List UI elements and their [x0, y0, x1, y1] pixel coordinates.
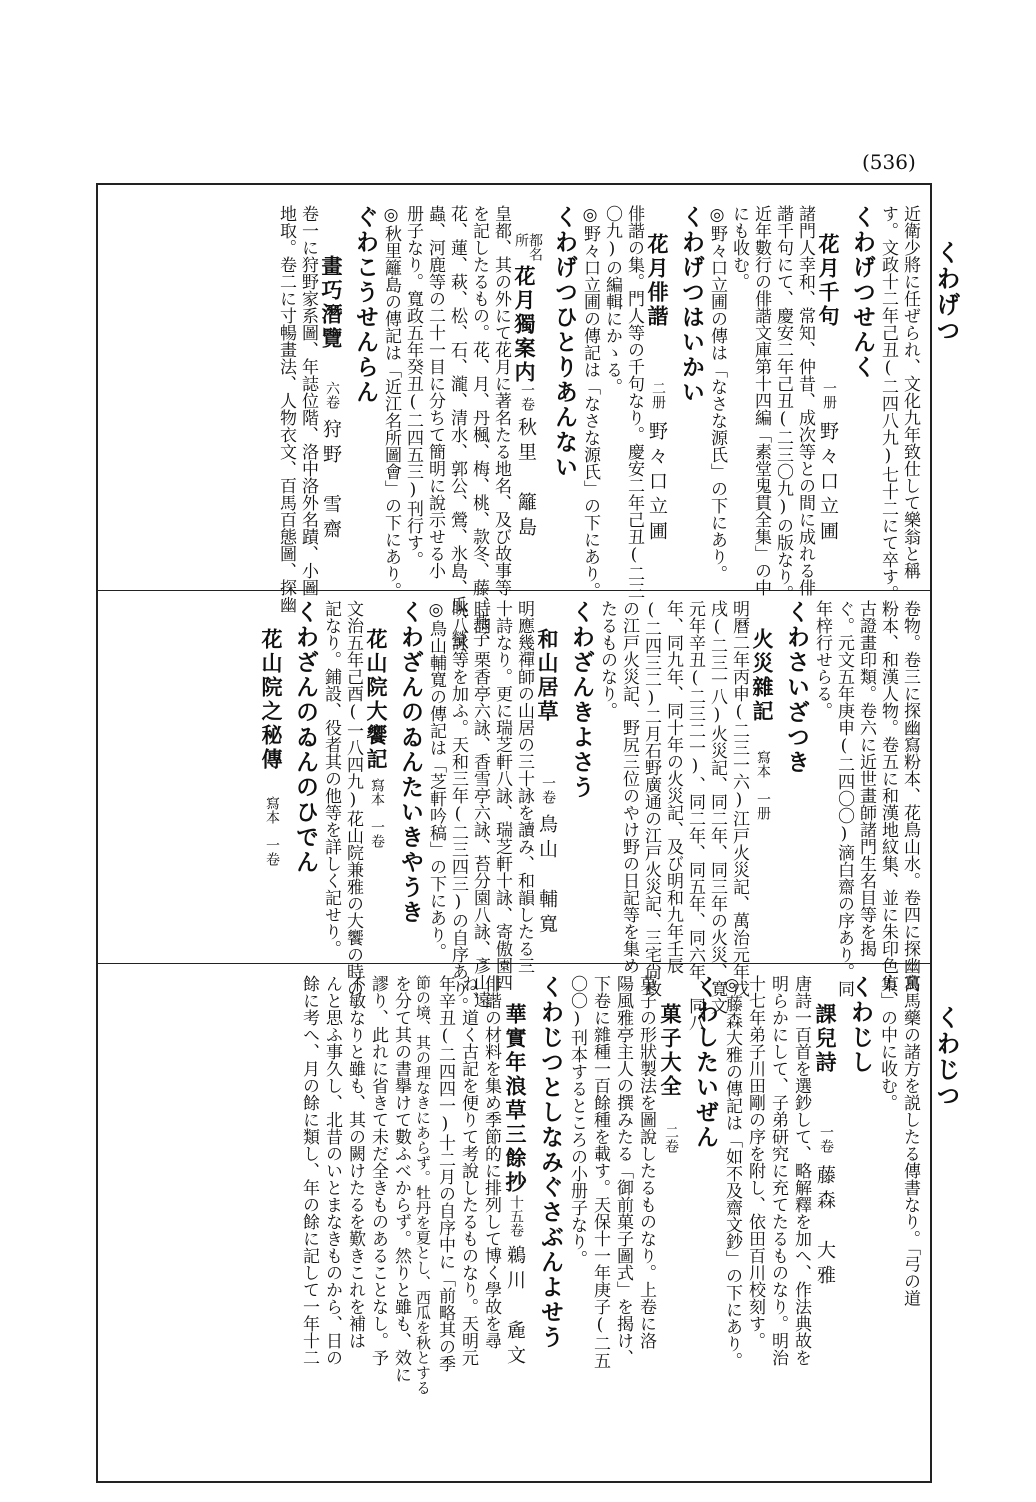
- text-line: 花、蓮、萩、松、石、瀧、清水、郭公、鶯、氷島、瓜、螢、: [447, 205, 467, 664]
- volume-count: 二册: [650, 381, 666, 409]
- volume-count: 十五卷: [508, 1195, 524, 1237]
- section-divider-2: [96, 963, 930, 964]
- text-line: 諧千句にて、慶安二年己丑(二三〇九)の版なり。: [773, 205, 793, 602]
- volume-count: 一卷: [818, 1125, 834, 1153]
- entry-heading: くわじし: [847, 975, 874, 1075]
- entry-title: 華實年浪草三餘抄: [503, 1003, 528, 1195]
- text-line: ね、道く古記を便りて考說したるものなり。天明元: [458, 975, 478, 1366]
- entry-title-line: [366, 600, 390, 955]
- entry-title: 花山院之秘傳: [259, 628, 284, 772]
- text-line: 明應幾禪師の山居の三十詠を讀み、和韻したる三: [514, 600, 534, 974]
- text-line: たるものなり。: [597, 600, 617, 719]
- entry-heading: くわしたいぜん: [692, 975, 719, 1150]
- text-line: を記したるもの。花、月、丹楓、梅、桃、款冬、藤、燕子: [469, 205, 489, 647]
- entry-title-line: [514, 205, 544, 585]
- text-line: ◎野々口立圃の傳記は「なさな源氏」の下にあり。: [580, 205, 600, 599]
- text-line: 俳諧の集。門人等の千句なり。慶安二年己丑(二三: [624, 205, 644, 599]
- volume-count: 寫本 一卷: [264, 796, 280, 866]
- text-line: 蟲、河鹿等の二十一目に分ちて簡明に說示せる小: [425, 205, 445, 579]
- author: 秋里 籬島: [515, 417, 537, 542]
- title-prefix: 都名: [527, 233, 543, 261]
- text-line: 卷一に狩野家系圖、年誌位階、洛中洛外名蹟、小圖: [298, 205, 318, 596]
- text-line: 謬り、此れに省きて未だ全きものあることなし。予: [368, 975, 388, 1366]
- text-line: 年、同九年、同十年の火災記、及び明和九年壬辰: [663, 600, 683, 974]
- volume-count: 寫本 一卷: [369, 778, 385, 848]
- entry-title-line: [537, 600, 561, 955]
- text-line: 册子なり。寬政五年癸丑(二四五三)刊行す。: [403, 205, 423, 568]
- text-line: ◎秋里籬島の傳記は「近江名所圖會」の下にあり。: [381, 205, 401, 599]
- entry-title: 火災雜記: [750, 628, 775, 724]
- author: 鳥山 輔寬: [536, 814, 558, 939]
- entry-title-line: [261, 600, 285, 955]
- text-line: 不敏なりと雖も、其の闕けたるを歎きこれを補は: [345, 975, 365, 1349]
- text-line: す。文政十二年己丑(二四八九)七十二にて卒す。: [878, 205, 898, 602]
- text-line: 〇九)の編輯にかゝる。: [602, 205, 622, 395]
- text-line: 粉本、和漢人物。卷五に和漢地紋集、並に朱印色方、: [878, 600, 898, 1008]
- text-line: ◎藤森大雅の傳記は「如不及齋文鈔」の下にあり。: [722, 975, 742, 1369]
- volume-count: 寫本 一册: [755, 750, 771, 820]
- section-3: [300, 975, 918, 1470]
- entry-title: 花月千句: [816, 233, 841, 329]
- entry-title: 和山居草: [535, 628, 560, 724]
- author: 野々口立圃: [817, 421, 839, 546]
- text-line: 年梓行せらる。: [812, 600, 832, 719]
- top-divider-left: [96, 183, 97, 1479]
- text-line: にも收む。: [729, 205, 749, 290]
- entry-title: 畫巧潛覽: [319, 255, 344, 351]
- text-line: 卷物。卷三に探幽寫粉本、花鳥山水。卷四に探幽寫: [900, 600, 920, 991]
- text-line: 〇〇)刊本するところの小册子なり。: [567, 975, 587, 1267]
- text-line: ぐ。元文五年庚申(二四〇〇)滴白齋の序あり。同: [834, 600, 854, 997]
- text-line: 諸門人幸和、常知、仲昔、成次等との間に成れる俳: [795, 205, 815, 596]
- text-line: 地取。卷二に寸暢畫法、人物衣文、百馬百態圖、探幽: [276, 205, 296, 613]
- text-line: 眺八詠等を加ふ。天和三年(二三四三)の自序あり。: [448, 600, 468, 1014]
- entry-title: 花月俳諧: [645, 233, 670, 329]
- text-line: 俳諧の材料を集め季節的に排列して博く學故を尋: [481, 975, 501, 1349]
- entry-title: 花山院大饗記: [364, 628, 389, 772]
- text-line: 下卷に雜種一百餘種を載す。天保十一年庚子(二五: [590, 975, 610, 1369]
- text-line: 古證畫印類。卷六に近世畫師諸門生名目等を揭: [856, 600, 876, 957]
- entry-title-line: [752, 600, 776, 955]
- entry-title-line: [660, 975, 684, 1470]
- entry-title-line: [815, 975, 839, 1470]
- entry-heading: くわざんのゐんたいきやうき: [397, 600, 424, 925]
- entry-title-line: [818, 205, 842, 585]
- text-line: 時詞、栗香亭六詠、香雪亭六詠、苔分園八詠、彥山遠: [470, 600, 490, 1008]
- page-number: (536): [862, 150, 916, 174]
- author: 野々口立圃: [646, 421, 668, 546]
- entry-heading: くわじつとしなみぐさぶんよせう: [537, 975, 564, 1350]
- text-line: 記なり。鋪設、役者其の他等を詳しく記せり。: [321, 600, 341, 957]
- text-line: 陽風雅亭主人の撰みたる「御前菓子圖式」を揭け、: [613, 975, 633, 1366]
- entry-heading: くわざんきよさう: [568, 600, 595, 800]
- text-line: 集」の中に收む。: [877, 975, 897, 1111]
- text-line: 明曆二年丙申(二三一六)江戸火災記、萬治元年戊: [729, 600, 749, 997]
- entry-title-line: [505, 975, 529, 1470]
- text-line: 十七年弟子川田剛の序を附し、依田百川校刻す。: [745, 975, 765, 1349]
- text-line: 近年數行の俳諧文庫第十四編「素堂鬼貫全集」の中: [751, 205, 771, 596]
- text-line: ◎野々口立圃の傳は「なさな源氏」の下にあり。: [707, 205, 727, 582]
- volume-count: 一册: [821, 381, 837, 409]
- entry-title: 菓子大全: [658, 1003, 683, 1099]
- text-line: の江戸火災記、野尻三位のやけ野の日記等を集め: [619, 600, 639, 974]
- title-prefix: 所: [513, 233, 529, 247]
- author: 藤森 大雅: [814, 1165, 836, 1290]
- text-line: ◎鳥山輔寬の傳記は「芝軒吟稿」の下にあり。: [426, 600, 446, 960]
- text-line: (二四三二)二月石野廣通の江戸火災記、三宅尙政: [641, 600, 661, 997]
- entry-title-line: [321, 205, 345, 585]
- volume-count: 一卷: [540, 776, 556, 804]
- entry-heading: くわざんのゐんのひでん: [292, 600, 319, 875]
- text-line: 十詩なり。更に瑞芝軒八詠、瑞芝軒十詠、寄傲園四: [492, 600, 512, 991]
- entry-heading: くわげつひとりあんない: [551, 205, 578, 480]
- running-head-left: くわじつ: [932, 1005, 961, 1109]
- volume-count: 二卷: [663, 1125, 679, 1153]
- text-line: 戌(二三一八)火災記、同二年、同三年の火災、寬文: [707, 600, 727, 1014]
- text-line: 元年辛丑(二三二一)、同二年、同五年、同六年、同八: [685, 600, 705, 1031]
- text-line: んと思ふ事久し、北昔のいとまなきものから、日の: [322, 975, 342, 1366]
- text-line: 節の境、其の理なきにあらず。牡丹を夏とし、西瓜を秋とする: [414, 975, 432, 1395]
- text-line: 近衛少將に任ぜられ、文化九年致仕して樂翁と稱: [900, 205, 920, 579]
- entry-heading: くわげつはいかい: [678, 205, 705, 405]
- text-line: 年辛丑(二四四一)十二月の自序中に「前略其の季: [435, 975, 455, 1372]
- entry-heading: ぐわこうせんらん: [352, 205, 379, 405]
- entry-title: 花月獨案内: [512, 265, 537, 385]
- entry-title-line: [647, 205, 671, 585]
- entry-title: 課兒詩: [813, 1003, 838, 1075]
- text-line: 菓子の形狀製法を圖說したるものなり。上卷に洛: [636, 975, 656, 1349]
- text-line: を分て其の書擧けて數ふべからず。然りと雖も、效に: [391, 975, 411, 1383]
- author: 狩野 雪齋: [320, 419, 342, 544]
- text-line: 明らかにして、子弟研究に充てたるものなり。明治: [768, 975, 788, 1366]
- entry-heading: くわさいざつき: [783, 600, 810, 775]
- author: 鵜川 麁文: [504, 1245, 526, 1370]
- text-line: 文治五年己酉(一八四九)花山院兼雅の大饗の時の: [343, 600, 363, 997]
- entry-heading: くわげつせんく: [849, 205, 876, 380]
- text-line: 餘に考へ、月の餘に類し、年の餘に記して一年十二: [299, 975, 319, 1366]
- text-line: 萬馬藥の諸方を説したる傳書なり。「弓の道: [900, 975, 920, 1307]
- text-line: 唐詩一百首を選鈔して、略解釋を加へ、作法典故を: [791, 975, 811, 1366]
- volume-count: 一卷: [519, 383, 535, 411]
- running-head-right: くわげつ: [932, 240, 961, 344]
- volume-count: 六卷: [324, 381, 340, 409]
- text-line: 皇都、其の外にて花月に著名たる地名、及び故事等: [491, 205, 511, 596]
